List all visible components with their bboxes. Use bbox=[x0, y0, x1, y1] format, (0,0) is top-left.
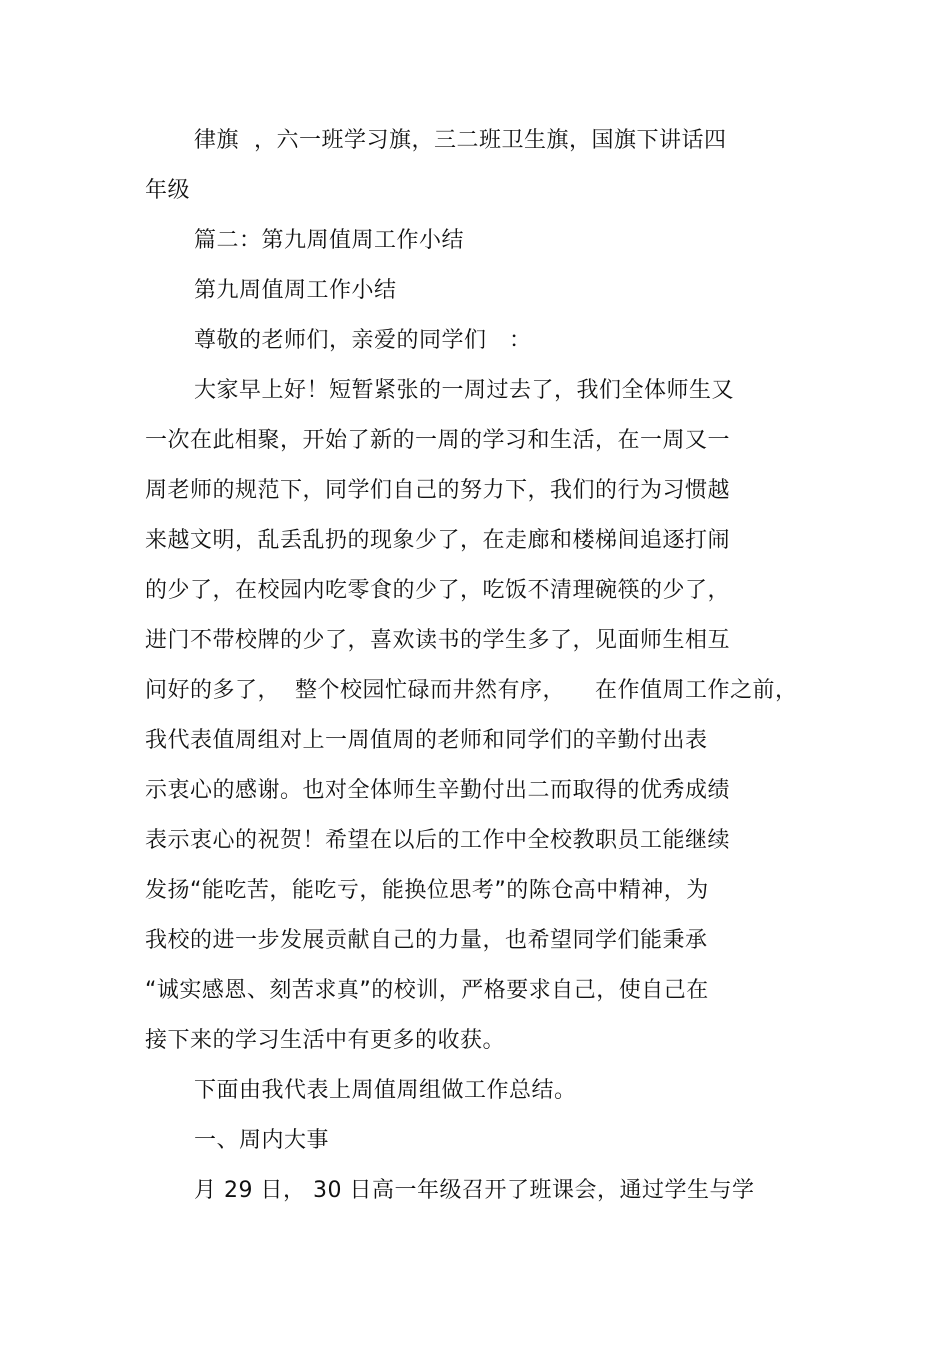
text-line: 我代表值周组对上一周值周的老师和同学们的辛勤付出表 bbox=[145, 728, 708, 753]
text-line: 月 29 日， 30 日高一年级召开了班课会，通过学生与学 bbox=[194, 1178, 755, 1203]
text-line: 一次在此相聚，开始了新的一周的学习和生活，在一周又一 bbox=[145, 428, 731, 453]
text-line: 下面由我代表上周值周组做工作总结。 bbox=[194, 1078, 577, 1103]
text-line: 大家早上好！短暂紧张的一周过去了，我们全体师生又 bbox=[194, 378, 735, 403]
document-title: 第九周值周工作小结 bbox=[194, 278, 397, 303]
text-line: 接下来的学习生活中有更多的收获。 bbox=[145, 1028, 506, 1053]
text-line: 律旗 ，六一班学习旗，三二班卫生旗，国旗下讲话四 bbox=[194, 128, 727, 153]
section-heading: 篇二：第九周值周工作小结 bbox=[194, 228, 465, 253]
text-line: “诚实感恩、刻苦求真”的校训，严格要求自己，使自己在 bbox=[145, 978, 709, 1003]
subsection-heading: 一、周内大事 bbox=[194, 1128, 330, 1153]
text-line: 的少了，在校园内吃零食的少了，吃饭不清理碗筷的少了， bbox=[145, 578, 731, 603]
text-line: 发扬“能吃苦，能吃亏，能换位思考”的陈仓高中精神，为 bbox=[145, 878, 709, 903]
salutation: 尊敬的老师们，亲爱的同学们 ： bbox=[194, 328, 532, 353]
text-line: 问好的多了， 整个校园忙碌而井然有序， 在作值周工作之前， bbox=[145, 678, 798, 703]
text-line: 我校的进一步发展贡献自己的力量，也希望同学们能秉承 bbox=[145, 928, 708, 953]
text-line: 进门不带校牌的少了，喜欢读书的学生多了，见面师生相互 bbox=[145, 628, 731, 653]
text-line: 表示衷心的祝贺！希望在以后的工作中全校教职员工能继续 bbox=[145, 828, 731, 853]
text-line: 来越文明，乱丢乱扔的现象少了，在走廊和楼梯间追逐打闹 bbox=[145, 528, 731, 553]
text-line: 周老师的规范下，同学们自己的努力下，我们的行为习惯越 bbox=[145, 478, 731, 503]
text-line: 年级 bbox=[145, 178, 191, 203]
text-line: 示衷心的感谢。也对全体师生辛勤付出二而取得的优秀成绩 bbox=[145, 778, 731, 803]
